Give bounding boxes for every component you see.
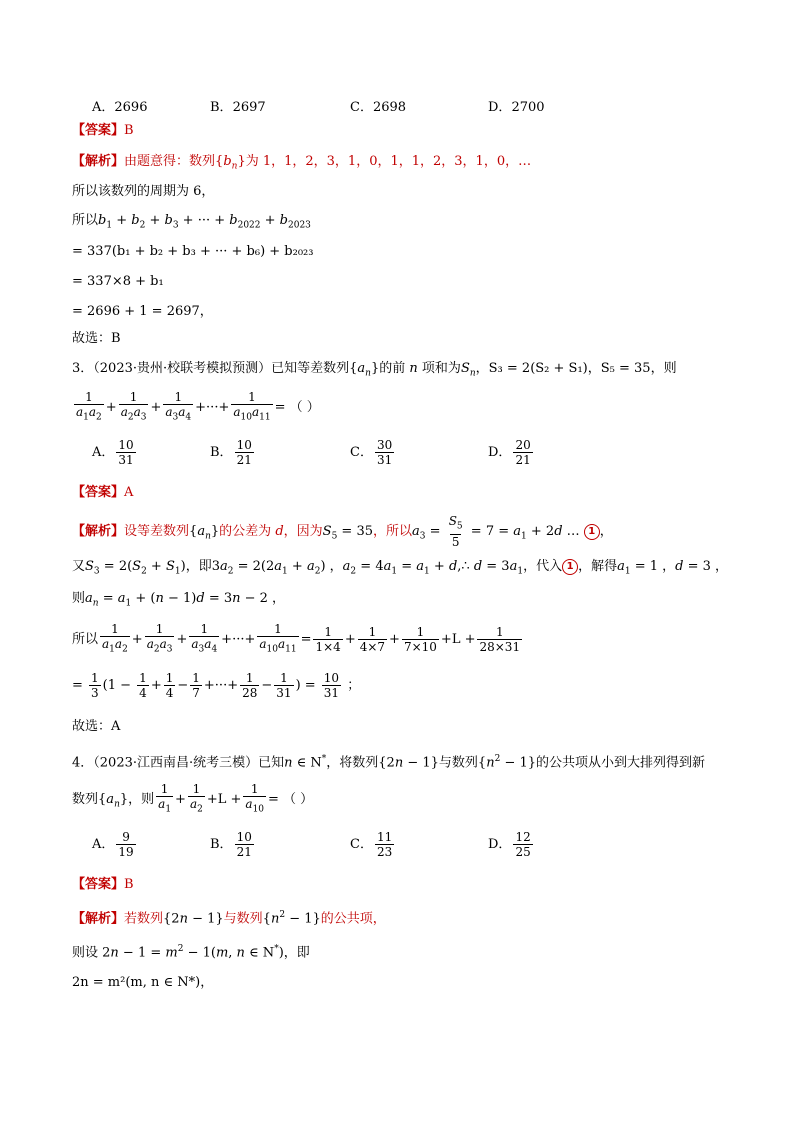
q2-analysis-line1: 【解析】由题意得：数列$\{b_n\}$为 1，1，2，3，1，0，1，1，2，3，1，0，… [72, 154, 532, 172]
q2-option-d: D．2700 [488, 100, 545, 115]
q3-option-b: B． $\frac{10}{21}$ [210, 438, 252, 467]
q4-option-c: C． $\frac{11}{23}$ [350, 830, 393, 859]
q2-sum-line4: = 2696 + 1 = 2697， [72, 304, 213, 319]
q4-answer: 【答案】B [72, 877, 134, 892]
q3-option-c: C． $\frac{30}{31}$ [350, 438, 393, 467]
q3-answer: 【答案】A [72, 485, 134, 500]
q4-stem-line1: 4．（2023·江西南昌·统考三模）已知n ∈ N*，将数列{2n − 1}与数列$\{n^2 - 1\}$的公共项从小到大排列得到新 [72, 754, 706, 771]
q2-sum-line1: 所以$b_1 + b_2 + b_3$ + ··· + $b_{2022} + b_{2023}$ [72, 213, 311, 231]
q3-choose: 故选：A [72, 719, 121, 734]
q2-sum-line3: = 337×8 + b₁ [72, 274, 164, 289]
q2-sum-line2: = 337(b₁ + b₂ + b₃ + ··· + b₆) + b₂₀₂₃ [72, 244, 314, 259]
q3-analysis-line1: 【解析】设等差数列$\{a_n\}$的公差为 d，因为$S_5 = 35$，所以$a_3$ = $\frac{S_5}{5}$ = $7 = a_1 + 2d$ … 1 ， [72, 514, 613, 549]
q4-option-b: B． $\frac{10}{21}$ [210, 830, 252, 859]
q4-stem-line2: 数列$\{a_n\}$，则 $\frac{1}{a_1}$ + $\frac{1}{a_2}$ +L + $\frac{1}{a_{10}}$ = （ ） [72, 782, 314, 815]
circled-number-icon: 1 [584, 524, 600, 540]
q3-option-d: D． $\frac{20}{21}$ [488, 438, 531, 467]
q3-option-a: A． $\frac{10}{31}$ [92, 438, 134, 467]
q3-expression: $\frac{1}{a_1a_2}$ + $\frac{1}{a_2a_3}$ + $\frac{1}{a_3a_4}$ +···+ $\frac{1}{a_{10}a_{11}}$ = （ ） [76, 390, 320, 423]
q2-answer: 【答案】B [72, 123, 134, 138]
q4-option-a: A． $\frac{9}{19}$ [92, 830, 134, 859]
q4-analysis-line3: 2n = m²(m, n ∈ N*)， [72, 975, 214, 990]
q3-analysis-line2: 又$S_3 = 2(S_2 + S_1)$，即$3a_2 = 2(2a_1 + a_2)$ ，$a_2 = 4a_1 = a_1$ + d,∴ $d = 3a_1$，代入 1 ，解得$a_1 = 1$ ，d = 3 ， [72, 559, 729, 577]
q2-option-c: C．2698 [350, 100, 407, 115]
q3-stem: 3．（2023·贵州·校联考模拟预测）已知等差数列$\{a_n\}$的前 n 项和为$S_n$，S₃ = 2(S₂ + S₁)，S₅ = 35，则 [72, 361, 677, 379]
q2-option-a: A．2696 [92, 100, 148, 115]
q4-analysis-line1: 【解析】若数列{2n − 1}与数列$\{n^2 - 1\}$的公共项， [72, 910, 386, 927]
q2-choose: 故选：B [72, 331, 121, 346]
q3-analysis-line5: = $\frac{1}{3}$ (1 − $\frac{1}{4}$ + $\frac{1}{4}$ − $\frac{1}{7}$ +···+ $\frac{1}{28}$ − $\frac{1}{31}$ ) = $\frac{10}{31}$ ； [72, 671, 361, 700]
q2-period: 所以该数列的周期为 6， [72, 184, 215, 199]
q3-analysis-line3: 则$a_n = a_1 + (n - 1)d = 3n - 2$ ， [72, 591, 286, 609]
q2-option-b: B．2697 [210, 100, 266, 115]
circled-number-icon: 1 [562, 559, 578, 575]
q4-option-d: D． $\frac{12}{25}$ [488, 830, 531, 859]
q4-analysis-line2: 则设 $2n - 1 = m^2 - 1(m$, n ∈ N*)，即 [72, 944, 310, 961]
q3-analysis-line4: 所以 $\frac{1}{a_1a_2}$ + $\frac{1}{a_2a_3}$ + $\frac{1}{a_3a_4}$ +···+ $\frac{1}{a_{10}a_{11}}$ = $\frac{1}{1\times 4}$ + $\frac{1}{4\times 7}$ + $\frac{1}{7\times 10}$ +L + $\frac{1}{28\times 31}$ [72, 622, 521, 655]
